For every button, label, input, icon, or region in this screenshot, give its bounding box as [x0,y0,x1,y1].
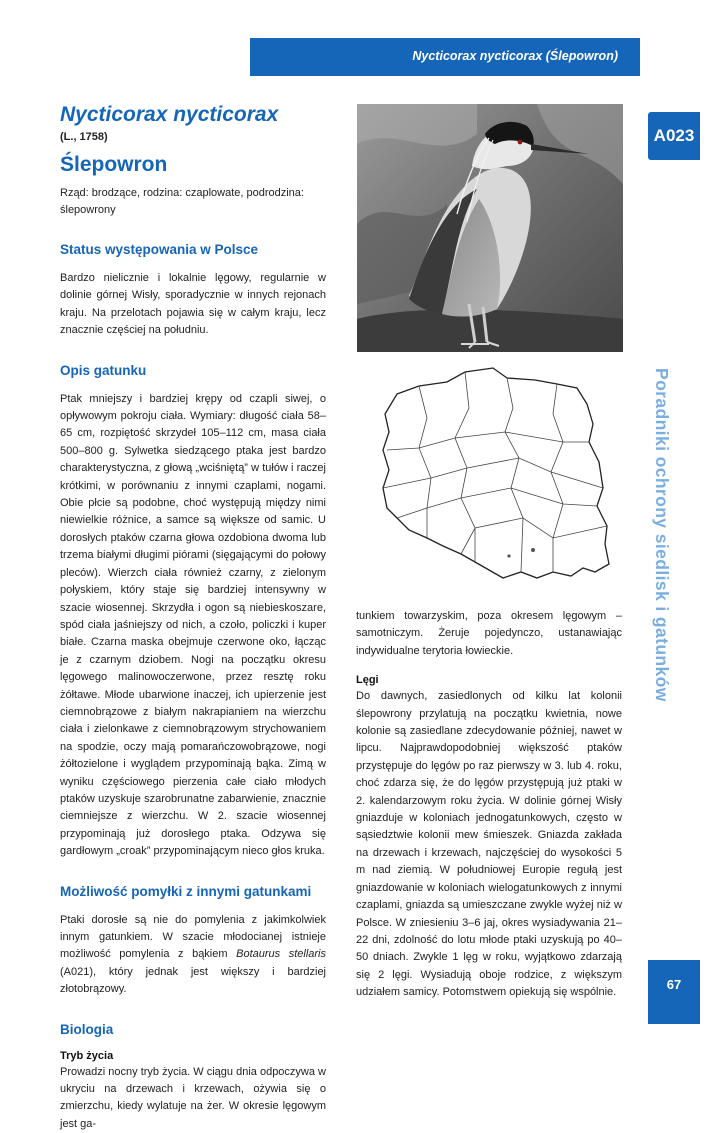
header-bar [250,38,640,76]
lifestyle-heading: Tryb życia [60,1049,114,1062]
breeding-text: Do dawnych, zasiedlonych od kilku lat kolonii ślepowrony przylatują na początku kwietnia, nowe kolonie są zasiedlane zdecydowanie później, nawet w lipcu. Najprawdopodobniej większość ptaków przystępuje do lęgów po raz pierwszy w 3. lub 4. roku, choć zdarza się, że do lęgów przystępują już ptaki w 2. kalendarzowym roku życia. W dolinie górnej Wisły gniazduje w koloniach jednogatunkowych, często w sąsiedztwie kolonii mew śmieszek. Gniazda zakłada na drzewach i krzewach, najczęściej do wysokości 5 m nad ziemią. W południowej Europie regułą jest gniazdowanie w koloniach wielogatunkowych z innymi czaplami, gniazda są umieszczane zwykle wyżej niż w Polsce. W zniesieniu 3–6 jaj, okres wysiadywania 21–22 dni, zdolność do lotu młode ptaki uzyskują po 40–50 dniach. Zwykle 1 lęg w roku, wyjątkowo zdarzają się 2 lęgi. Wysiadują oboje rodzice, z większym udziałem samicy. Potomstwem opiekują się wspólnie. [356,690,622,999]
confusion-latin-ref: Botaurus stellaris [236,948,326,961]
species-code-tab: A023 [648,112,700,160]
confusion-text-after: (A021), który jednak jest większy i bardziej złotobrązowy. [60,965,326,996]
lifestyle-text: Prowadzi nocny tryb życia. W ciągu dnia odpoczywa w ukryciu na drzewach i krzewach, ożywia się o zmierzchu, kiedy wylatuje na żer. W okresie lęgowym jest ga- [60,1065,326,1130]
description-heading: Opis gatunku [60,362,147,378]
breeding-heading: Lęgi [356,674,379,687]
status-text: Bardzo nielicznie i lokalnie lęgowy, regularnie w dolinie górnej Wisły, sporadycznie w innych rejonach kraju. Na przelotach pojawia się w całym kraju, lecz znacznie częściej na południu. [60,272,326,337]
page-number: 67 [648,960,700,1024]
left-column [60,102,326,1133]
taxonomy: Rząd: brodzące, rodzina: czaplowate, podrodzina: ślepowrony [60,187,304,216]
latin-name: Nycticorax nycticorax [60,103,279,126]
author-citation: (L., 1758) [60,131,108,143]
lifestyle-text-continued: tunkiem towarzyskim, poza okresem lęgowym – samotniczym. Żeruje pojedynczo, ustanawiając indywidualne terytoria łowieckie. [356,610,622,657]
right-column [356,608,622,1002]
vertical-series-title [652,368,692,788]
night-heron-illustration [357,104,623,352]
biology-heading: Biologia [60,1021,114,1037]
header-title: Nycticorax nycticorax (Ślepowron) [412,49,618,63]
polish-name: Ślepowron [60,153,168,176]
description-text: Ptak mniejszy i bardziej krępy od czapli siwej, o opływowym pokroju ciała. Wymiary: długość ciała 58–65 cm, rozpiętość skrzydeł 105–112 cm, masa ciała 500–800 g. Sylwetka siedzącego ptaka jest bardzo charakterystyczna, z głową „wciśniętą” w tułów i raczej krótkimi, w porównaniu z innymi czaplami, nogami. Obie płcie są podobne, choć występują między nimi niewielkie różnice, a samce są większe od samic. U dorosłych ptaków czarna głowa ozdobiona dwoma lub trzema białymi długimi piórami (sięgającymi do połowy pleców). Wierzch ciała również czarny, z zielonym połyskiem, który staje się bardziej intensywny w szacie wiosennej. Skrzydła i ogon są niebieskoszare, spód ciała jaśniejszy od nich, a czoło, policzki i kuper białe. Czarna maska obejmuje czerwone oko, łącząc je z czarnym dziobem. Nogi na początku okresu lęgowego malinowoczerwone, przez resztę roku żółtawe. Młode ubarwione inaczej, ich upierzenie jest ciemnobrązowe z białym nakrapianiem na wierzchu ciała i zielonkawe z ciemnobrązowym strychowaniem na spodzie, oczy mają pomarańczowobrązowe, nogi żółtozielone i wyglądem przypominają bąka. Zimą w wyniku częściowego pierzenia całe ciało młodych ptaków uzyskuje szarobrunatne zabarwienie, znacznie ciemniejsze z wierzchu. W 2. szacie wiosennej przypominają już dorosłego ptaka. Odzywa się gardłowym „croak” przypominającym nieco głos kruka. [60,392,326,858]
confusion-text [60,912,326,999]
confusion-text-before: Ptaki dorosłe są nie do pomylenia z jakimkolwiek innym gatunkiem. W szacie młodocianej istnieje możliwość pomylenia z bąkiem [60,913,326,961]
poland-distribution-map [357,358,623,606]
vertical-series-title-text: Poradniki ochrony siedlisk i gatunków [652,368,672,702]
confusion-heading: Możliwość pomyłki z innymi gatunkami [60,883,312,899]
status-heading: Status występowania w Polsce [60,242,259,257]
